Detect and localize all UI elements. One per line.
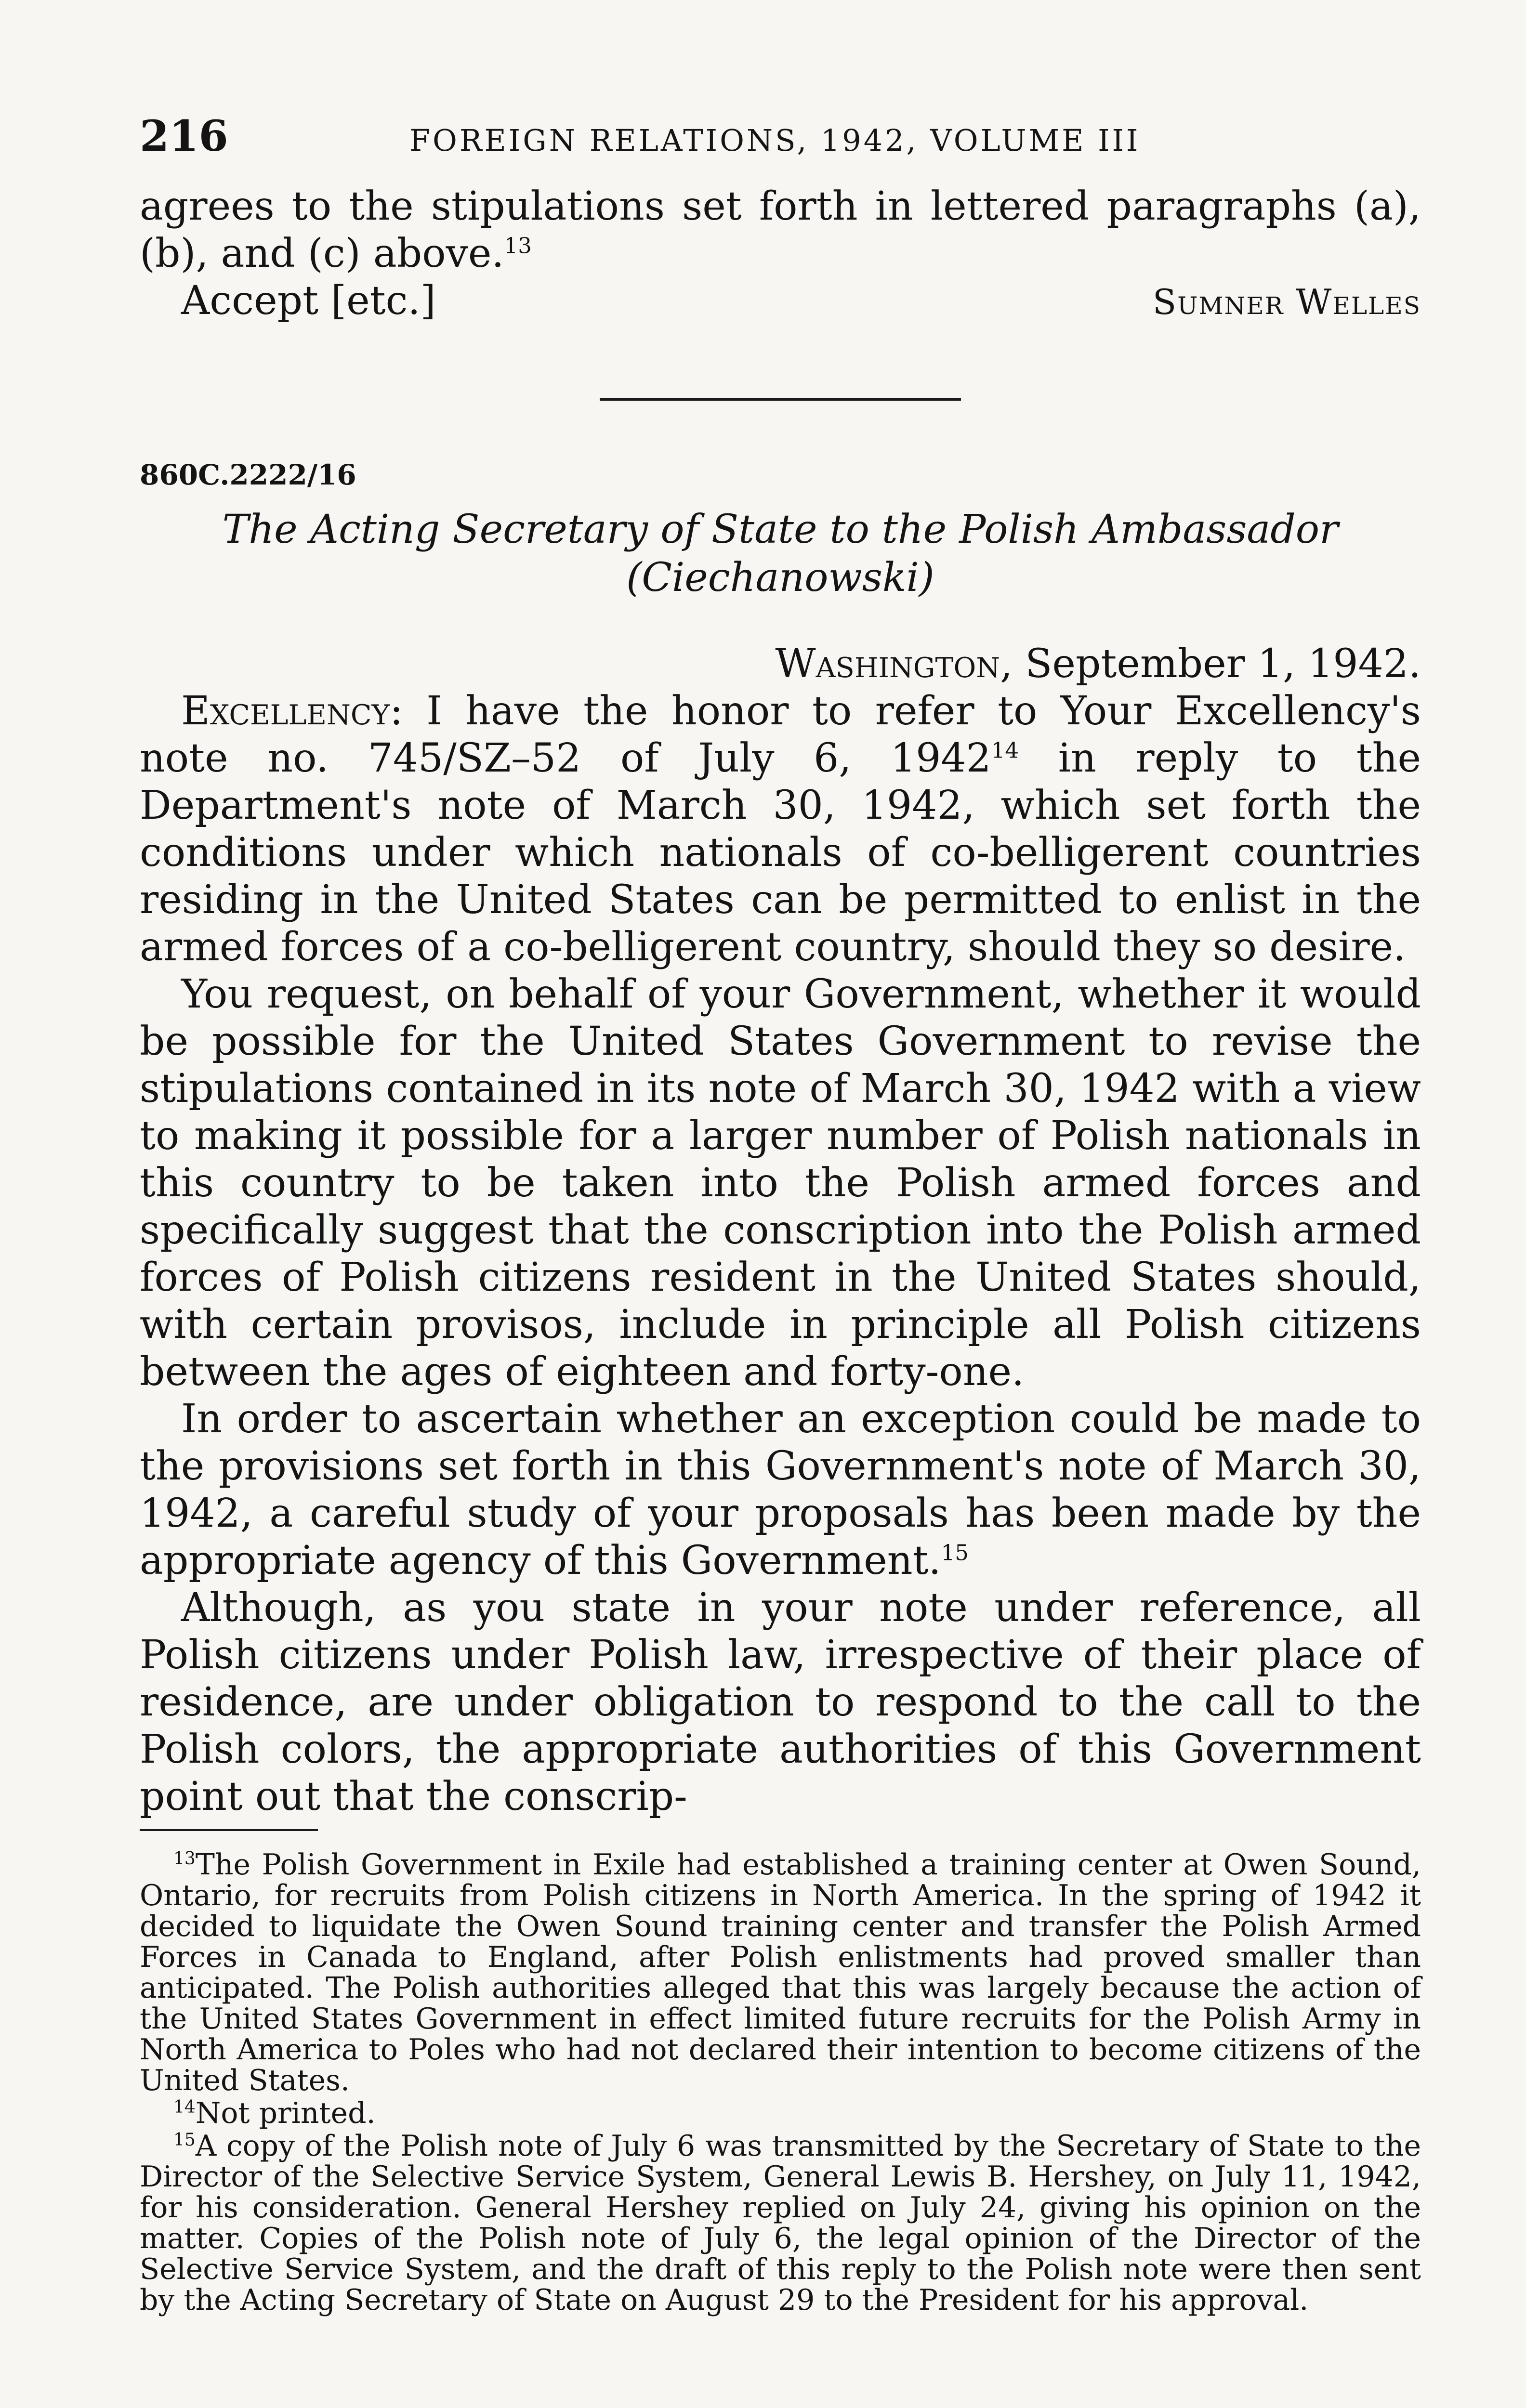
dateline-place: Washington xyxy=(775,641,1000,687)
running-title: FOREIGN RELATIONS, 1942, VOLUME III xyxy=(409,123,1141,158)
paragraph-1-text-a: : I have the honor to refer to Your Excellency's note no. 745/SZ–52 of July 6, 1942 xyxy=(140,688,1421,781)
salutation: Excellency xyxy=(181,688,390,734)
dateline xyxy=(140,641,1421,688)
footnote-mark: 14 xyxy=(173,2097,196,2117)
running-header xyxy=(140,111,1421,183)
footnote-mark: 15 xyxy=(173,2130,196,2150)
footnote-divider xyxy=(140,1829,318,1831)
footnote-mark: 13 xyxy=(173,1849,196,1869)
signature: Sumner Welles xyxy=(1152,282,1421,322)
footnote-ref-15: 15 xyxy=(941,1540,969,1566)
preceding-paragraph xyxy=(140,183,1421,277)
section-divider xyxy=(600,398,961,401)
document-title-line-1: The Acting Secretary of State to the Polish Ambassador xyxy=(222,507,1339,552)
footnote-13 xyxy=(140,1849,1421,2096)
document-title-line-2: (Ciechanowski) xyxy=(626,555,934,601)
footnote-15 xyxy=(140,2131,1421,2316)
closing-text: Accept [etc.] xyxy=(181,278,436,324)
footnote-text: Not printed. xyxy=(195,2096,376,2130)
closing-line xyxy=(140,277,1421,326)
file-reference: 860C.2222/16 xyxy=(140,458,356,491)
paragraph-1-text-b: in reply to the Department's note of March 30, 1942, which set forth the conditions under which nationals of co-belligerent countries residing in the United States can be permitted to enlist in the armed forces of a co-belligerent country, should they so desire. xyxy=(140,735,1421,970)
paragraph-3-text: In order to ascertain whether an exception could be made to the provisions set forth in this Government's note of March 30, 1942, a careful study of your proposals has been made by the appropriate agency of this Government. xyxy=(140,1396,1421,1584)
document-page xyxy=(140,111,1421,2316)
document-title xyxy=(140,506,1421,602)
paragraph-3 xyxy=(140,1396,1421,1584)
footnote-text: The Polish Government in Exile had established a training center at Owen Sound, Ontario, for recruits from Polish citizens in North America. In the spring of 1942 it decided to liquidate the Owen Sound training center and transfer the Polish Armed Forces in Canada to England, after Polish enlistments had proved smaller than anticipated. The Polish authorities alleged that this was largely because the action of the United States Government in effect limited future recruits for the Polish Army in North America to Poles who had not declared their intention to become citizens of the United States. xyxy=(140,1848,1421,2097)
page-number: 216 xyxy=(140,111,228,161)
paragraph-4: Although, as you state in your note under reference, all Polish citizens under Polish law, irrespective of their place of residence, are under obligation to respond to the call to the Polish colors, the appropriate authorities of this Government point out that the conscrip- xyxy=(140,1585,1421,1819)
footnote-ref-13: 13 xyxy=(504,233,532,259)
footnotes xyxy=(140,1849,1421,2316)
footnote-ref-14: 14 xyxy=(991,737,1019,763)
paragraph-1 xyxy=(140,688,1421,971)
footnote-14 xyxy=(140,2098,1421,2129)
dateline-date: , September 1, 1942. xyxy=(1000,641,1421,687)
preceding-text: agrees to the stipulations set forth in lettered paragraphs (a), (b), and (c) above. xyxy=(140,183,1421,276)
paragraph-2: You request, on behalf of your Government, whether it would be possible for the United States Government to revise the stipulations contained in its note of March 30, 1942 with a view to making it possible for a larger number of Polish nationals in this country to be taken into the Polish armed forces and specifically suggest that the conscription into the Polish armed forces of Polish citizens resident in the United States should, with certain provisos, include in principle all Polish citizens between the ages of eighteen and forty-one. xyxy=(140,971,1421,1395)
footnote-text: A copy of the Polish note of July 6 was transmitted by the Secretary of State to the Director of the Selective Service System, General Lewis B. Hershey, on July 11, 1942, for his consideration. General Hershey replied on July 24, giving his opinion on the matter. Copies of the Polish note of July 6, the legal opinion of the Director of the Selective Service System, and the draft of this reply to the Polish note were then sent by the Acting Secretary of State on August 29 to the President for his approval. xyxy=(140,2129,1421,2317)
